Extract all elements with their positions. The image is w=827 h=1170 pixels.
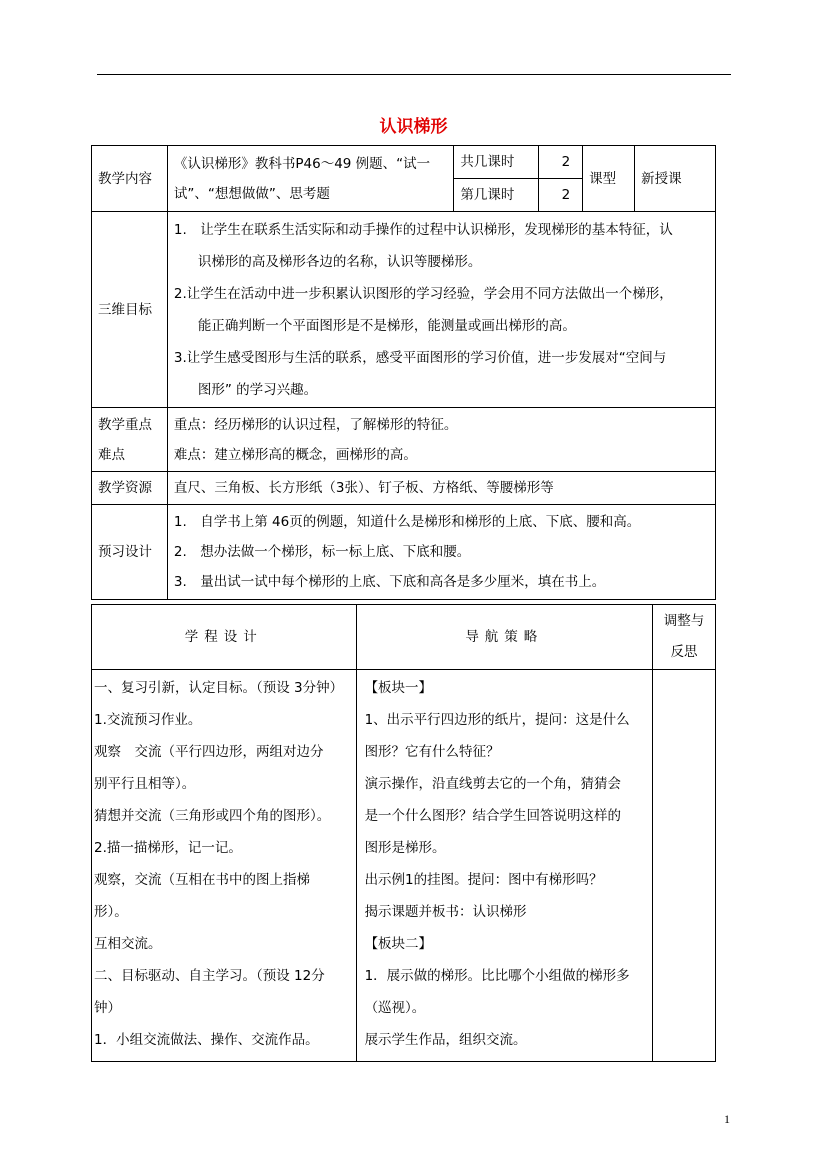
preview-label: 预习设计 [92, 505, 168, 600]
preview-text [167, 505, 715, 600]
keypoints-label-line: 难点 [98, 446, 125, 463]
strategy-line: 图形？它有什么特征？ [364, 744, 500, 760]
strategy-line: 展示学生作品，组织交流。 [364, 1032, 527, 1048]
preview-line: 2. 想办法做一个梯形，标一标上底、下底和腰。 [173, 544, 471, 560]
process-line: 二、目标驱动、自主学习。（预设 12分 [94, 968, 325, 984]
process-line: 猜想并交流（三角形或四个角的图形）。 [94, 808, 331, 824]
goals-text [167, 212, 715, 408]
header-rule [97, 74, 731, 75]
goal-line: 图形” 的学习兴趣。 [197, 381, 318, 398]
content-label: 教学内容 [92, 146, 168, 212]
lesson-type-label: 课型 [583, 146, 635, 212]
reflection-header-line: 反思 [670, 644, 698, 660]
resources-label: 教学资源 [92, 472, 168, 505]
strategy-line: 【板块一】 [364, 680, 433, 696]
process-line: 观察，交流（互相在书中的图上指梯 [94, 872, 310, 888]
process-line: 钟） [94, 1000, 121, 1016]
nth-period-label: 第几课时 [454, 179, 539, 212]
strategy-line: 1．展示做的梯形。比比哪个小组做的梯形多 [364, 968, 630, 984]
process-table [91, 604, 716, 1062]
keypoints-label [92, 408, 168, 472]
goal-line: 2.让学生在活动中进一步积累认识图形的学习经验，学会用不同方法做出一个梯形， [173, 285, 673, 302]
process-column [92, 670, 357, 1062]
keypoint-line: 难点：建立梯形高的概念，画梯形的高。 [173, 446, 417, 463]
goal-line: 能正确判断一个平面图形是不是梯形，能测量或画出梯形的高。 [197, 317, 576, 334]
keypoints-label-line: 教学重点 [98, 416, 152, 433]
process-header: 学程设计 [92, 605, 357, 670]
strategy-header: 导航策略 [356, 605, 653, 670]
keypoint-line: 重点：经历梯形的认识过程，了解梯形的特征。 [173, 416, 458, 433]
content-text-line: 试”、“想想做做”、思考题 [173, 185, 330, 202]
resources-text: 直尺、三角板、长方形纸（3张）、钉子板、方格纸、等腰梯形等 [167, 472, 715, 505]
process-line: 2.描一描梯形，记一记。 [94, 840, 242, 856]
process-line: 别平行且相等）。 [94, 776, 196, 792]
process-line: 形）。 [94, 904, 128, 920]
reflection-header [653, 605, 716, 670]
goals-label: 三维目标 [92, 212, 168, 408]
strategy-line: （巡视）。 [364, 1000, 426, 1016]
content-text [167, 146, 454, 212]
preview-line: 1. 自学书上第 46页的例题，知道什么是梯形和梯形的上底、下底、腰和高。 [173, 514, 641, 530]
strategy-line: 1、出示平行四边形的纸片，提问：这是什么 [364, 712, 630, 728]
content-text-line: 《认识梯形》教科书P46～49 例题、“试一 [173, 155, 431, 172]
goal-line: 识梯形的高及梯形各边的名称，认识等腰梯形。 [197, 253, 482, 270]
lesson-type-value: 新授课 [635, 146, 716, 212]
strategy-line: 是一个什么图形？结合学生回答说明这样的 [364, 808, 622, 824]
total-periods-label: 共几课时 [454, 146, 539, 179]
strategy-line: 出示例1的挂图。提问：图中有梯形吗？ [364, 872, 603, 888]
process-line: 1．小组交流做法、操作、交流作品。 [94, 1032, 319, 1048]
lesson-info-table [91, 145, 716, 600]
reflection-column [653, 670, 716, 1062]
strategy-line: 揭示课题并板书：认识梯形 [364, 904, 527, 920]
total-periods-value: 2 [539, 146, 583, 179]
strategy-line: 演示操作，沿直线剪去它的一个角，猜猜会 [364, 776, 622, 792]
page-number: 1 [724, 1112, 730, 1126]
nth-period-value: 2 [539, 179, 583, 212]
strategy-line: 图形是梯形。 [364, 840, 446, 856]
goal-line: 1. 让学生在联系生活实际和动手操作的过程中认识梯形，发现梯形的基本特征，认 [173, 221, 673, 238]
strategy-column [356, 670, 653, 1062]
keypoints-text [167, 408, 715, 472]
process-line: 观察 交流（平行四边形，两组对边分 [94, 744, 324, 760]
process-line: 1.交流预习作业。 [94, 712, 202, 728]
reflection-header-line: 调整与 [663, 613, 705, 629]
process-line: 一、复习引新，认定目标。（预设 3分钟） [94, 680, 344, 696]
goal-line: 3.让学生感受图形与生活的联系，感受平面图形的学习价值，进一步发展对“空间与 [173, 349, 667, 366]
process-line: 互相交流。 [94, 936, 162, 952]
preview-line: 3. 量出试一试中每个梯形的上底、下底和高各是多少厘米，填在书上。 [173, 574, 606, 590]
page-title: 认识梯形 [379, 117, 448, 137]
strategy-line: 【板块二】 [364, 936, 433, 952]
